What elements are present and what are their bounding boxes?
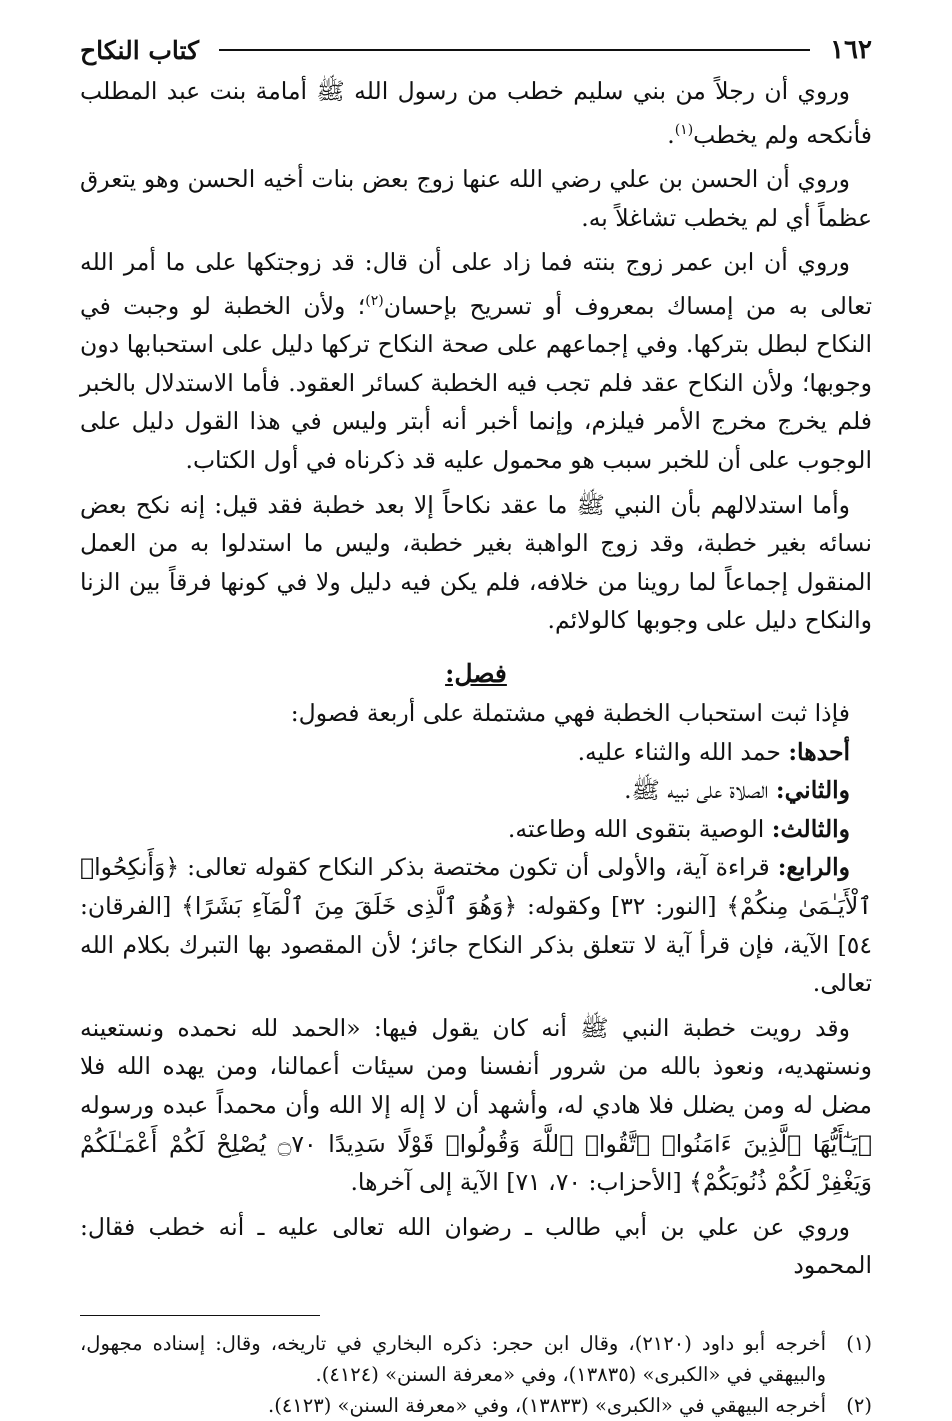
- paragraph-text: [الأحزاب: ٧٠، ٧١] الآية إلى آخرها.: [350, 1168, 682, 1197]
- main-text: [80, 72, 872, 1285]
- footnote-mark-1: (١): [674, 121, 694, 138]
- point-text: [الفرقان: ٥٤] الآية، فإن قرأ آية لا تتعلق بذكر النكاح جائز؛ لأن المقصود بها التبرك بكلام الله تعالى.: [80, 891, 872, 998]
- footnote-mark-2: (٢): [365, 292, 384, 309]
- quran-verse: ﴿يَـٰٓأَيُّهَا ٱلَّذِينَ ءَامَنُوا۟ ٱتَّقُوا۟ ٱللَّهَ وَقُولُوا۟ قَوْلًا سَدِيدًا ۝٧٠ يُصْلِحْ لَكُمْ أَعْمَـٰلَكُمْ وَيَغْفِرْ لَكُمْ ذُنُوبَكُمْ﴾: [80, 1129, 872, 1197]
- paragraph-text: .: [667, 120, 675, 149]
- paragraph-text: وروي أن رجلاً من بني سليم خطب من رسول الله ﷺ أمامة بنت عبد المطلب فأنكحه ولم يخطب: [80, 77, 872, 149]
- footnote-number: (١): [846, 1331, 872, 1355]
- footnote-text: أخرجه البيهقي في «الكبرى» (١٣٨٣٣)، وفي «معرفة السنن» (٤١٢٣).: [268, 1393, 826, 1417]
- section-intro: فإذا ثبت استحباب الخطبة فهي مشتملة على أربعة فصول:: [290, 698, 850, 727]
- point-text: حمد الله والثناء عليه.: [577, 737, 781, 766]
- footnote-1: [80, 1328, 872, 1390]
- paragraph-text: وروي أن ابن عمر زوج بنته فما زاد على أن قال: قد زوجتكها على ما أمر الله تعالى به من إمساك بمعروف أو تسريح بإحسان: [80, 248, 872, 320]
- paragraph-2: وروي أن الحسن بن علي رضي الله عنها زوج بعض بنات أخيه الحسن وهو يتعرق عظماً أي لم يخطب تشاغلاً به.: [80, 165, 872, 232]
- footnote-number: (٢): [846, 1393, 872, 1417]
- quran-verse: ﴿وَهُوَ ٱلَّذِى خَلَقَ مِنَ ٱلْمَآءِ بَشَرًا﴾: [181, 891, 518, 920]
- point-label: والرابع:: [777, 853, 850, 882]
- point-3: [80, 810, 872, 849]
- point-4: [80, 848, 872, 1002]
- footnote-2: [80, 1390, 872, 1421]
- footnotes: [80, 1328, 872, 1421]
- point-text: الوصية بتقوى الله وطاعته.: [507, 814, 765, 843]
- point-label: والثالث:: [771, 814, 850, 843]
- point-1: [80, 733, 872, 772]
- point-label: والثاني:: [775, 776, 850, 805]
- footnote-text: أخرجه أبو داود (٢١٢٠)، وقال ابن حجر: ذكره البخاري في تاريخه، وقال: إسناده مجهول، والبيهقي في «الكبرى» (١٣٨٣٥)، وفي «معرفة السنن» (٤١٢٤).: [80, 1331, 826, 1386]
- last-paragraph: وروي عن علي بن أبي طالب ـ رضوان الله تعالى عليه ـ أنه خطب فقال: المحمود: [80, 1212, 872, 1280]
- sermon-paragraph: [80, 1009, 872, 1202]
- paragraph-text: ؛ ولأن الخطبة لو وجبت في النكاح لبطل بتركها. وفي إجماعهم على صحة النكاح تركها دليل على استحبابها دون وجوبها؛ ولأن النكاح عقد فلم تجب فيه الخطبة كسائر العقود. فأما الاستدلال بالخبر فلم يخرج مخرج الأمر فيلزم، وإنما أخبر أنه أبتر وليس في هذا القول دليل على الوجوب على أن للخبر سبب هو محمول عليه قد ذكرناه في أول الكتاب.: [80, 291, 872, 474]
- footnote-rule: [80, 1315, 320, 1316]
- running-header: [80, 28, 872, 72]
- page-number: ١٦٢: [830, 35, 872, 65]
- point-label: أحدها:: [788, 737, 850, 766]
- section-heading-text: فصل:: [445, 658, 507, 688]
- point-text: قراءة آية، والأولى أن تكون مختصة بذكر النكاح كقوله تعالى:: [187, 853, 770, 882]
- paragraph-text: وقد رويت خطبة النبي ﷺ أنه كان يقول فيها: «الحمد لله نحمده ونستعينه ونستهديه، ونعوذ بالله من شرور أنفسنا ومن سيئات أعمالنا، ومن يهده الله فلا مضل له ومن يضلل فلا هادي له، وأشهد أن لا إله إلا الله وأن محمداً عبده ورسوله: [80, 1013, 872, 1119]
- point-2: [80, 771, 872, 810]
- point-text: الصلاة على نبيه ﷺ.: [624, 776, 769, 805]
- quran-verse: ﴿وَأَنكِحُوا۟ ٱلْأَيَـٰمَىٰ مِنكُمْ﴾: [80, 853, 872, 920]
- header-rule: [219, 49, 810, 51]
- paragraph-3: [80, 243, 872, 479]
- point-text: [النور: ٣٢] وكقوله:: [526, 891, 717, 920]
- section-heading: [80, 654, 872, 694]
- paragraph-4: وأما استدلالهم بأن النبي ﷺ ما عقد نكاحاً إلا بعد خطبة فقد قيل: إنه نكح بعض نسائه بغير خطبة، وقد زوج الواهبة بغير خطبة، وليس ما استدلوا به من العمل المنقول إجماعاً لما روينا من خلافه، فلم يكن فيه دليل ولا في كونها فرقاً بين الزنا والنكاح دليل على وجوبها كالولائم.: [80, 490, 872, 635]
- book-title: كتاب النكاح: [80, 35, 199, 65]
- paragraph-1: [80, 72, 872, 154]
